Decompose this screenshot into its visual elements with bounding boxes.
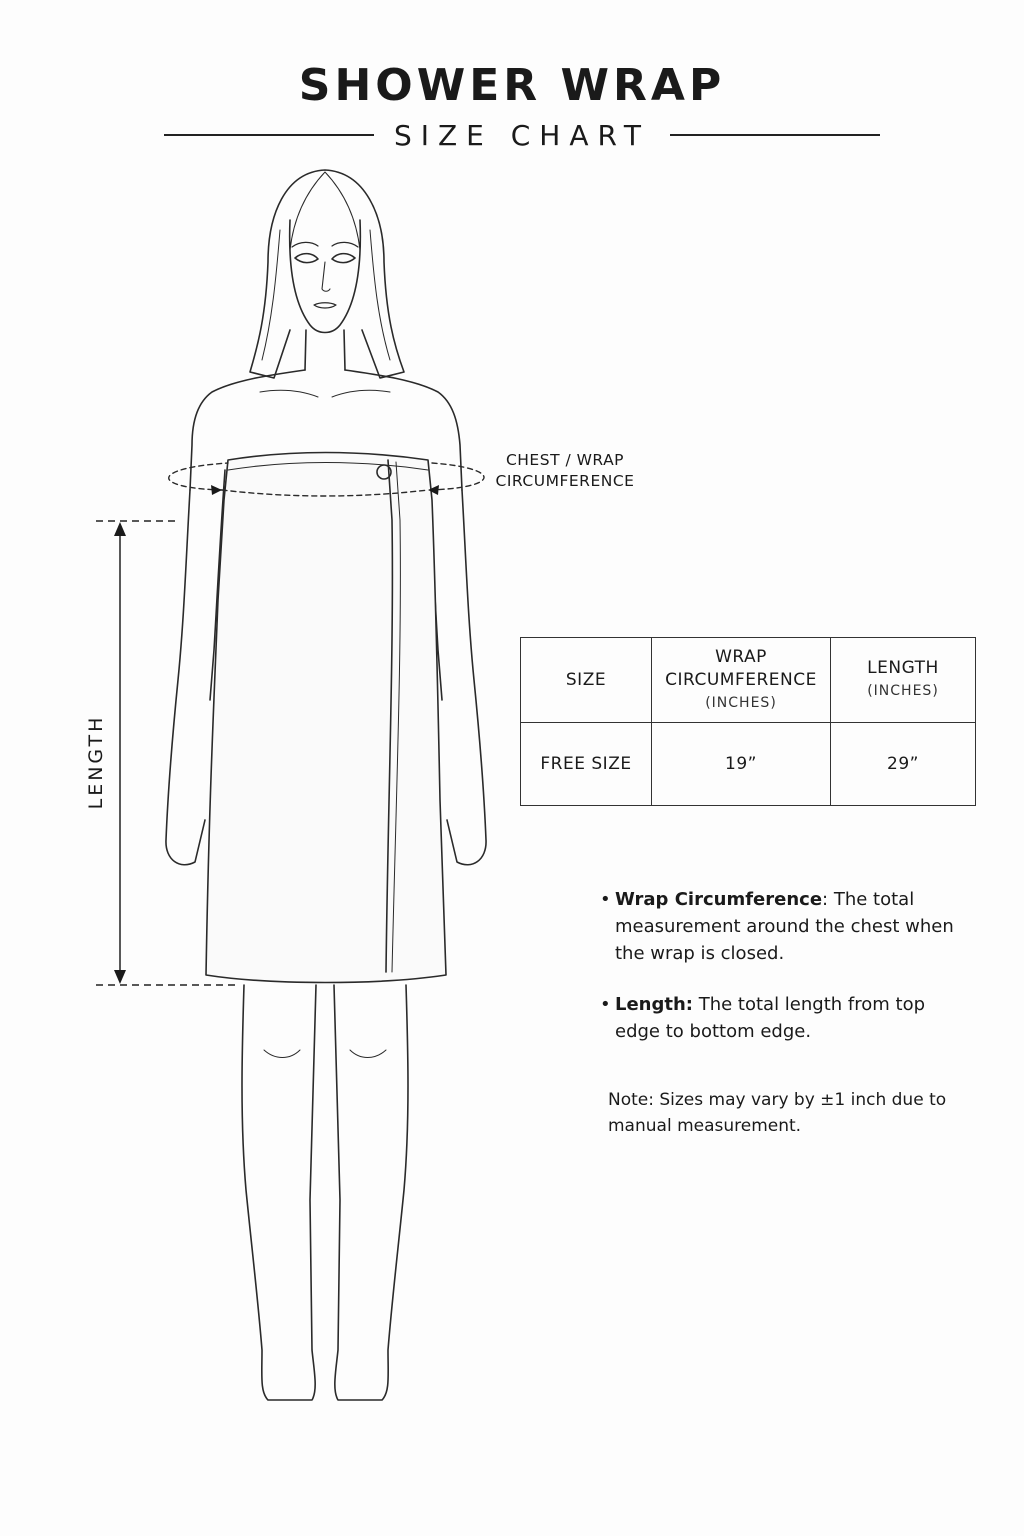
left-eye (295, 254, 318, 263)
cell-size: FREE SIZE (521, 723, 652, 806)
bullet-icon: • (600, 889, 611, 910)
header-unit: (INCHES) (867, 683, 939, 699)
page-title: SHOWER WRAP (298, 60, 726, 111)
disclaimer-note: Note: Sizes may vary by ±1 inch due to manual measurement. (608, 1090, 947, 1136)
cell-wrap-circumference: 19” (652, 723, 831, 806)
collarbones (260, 390, 390, 397)
definitions (600, 886, 960, 1069)
chest-measurement-label: CHEST / WRAP CIRCUMFERENCE (495, 451, 635, 490)
header-size: SIZE (521, 638, 652, 723)
header-unit: (INCHES) (705, 694, 777, 711)
mouth (314, 303, 336, 308)
definition-item (600, 886, 960, 967)
face-outline (290, 220, 361, 333)
length-arrow-bottom (114, 970, 126, 984)
header-wrap-circumference: WRAP CIRCUMFERENCE (INCHES) (652, 638, 831, 723)
page-subtitle: SIZE CHART (393, 118, 651, 152)
cell-length: 29” (831, 723, 976, 806)
left-arm (166, 490, 205, 865)
chest-arrow-left (211, 485, 222, 495)
header-length: LENGTH (INCHES) (831, 638, 976, 723)
definition-separator: : (685, 994, 693, 1015)
definition-text: The total length from top edge to bottom edge. (615, 994, 926, 1042)
length-measurement-label: LENGTH (85, 714, 107, 810)
right-eye (332, 254, 355, 263)
size-table (520, 637, 976, 806)
table-row (521, 723, 976, 806)
right-brow (332, 242, 358, 247)
left-leg (242, 985, 316, 1400)
definition-text: The total measurement around the chest when the wrap is closed. (615, 889, 954, 964)
right-leg (334, 985, 408, 1400)
neck (305, 330, 345, 370)
nose (322, 262, 330, 291)
knees (264, 1050, 386, 1058)
left-brow (292, 242, 318, 247)
definition-item (600, 991, 960, 1045)
hair-outline (250, 170, 404, 378)
right-arm (447, 490, 486, 865)
definition-separator: : (822, 889, 829, 910)
definition-term: Wrap Circumference (615, 889, 823, 910)
table-header-row (521, 638, 976, 723)
definition-term: Length (615, 994, 686, 1015)
bullet-icon: • (600, 994, 611, 1015)
wrap-body (206, 453, 446, 983)
length-arrow-top (114, 522, 126, 536)
